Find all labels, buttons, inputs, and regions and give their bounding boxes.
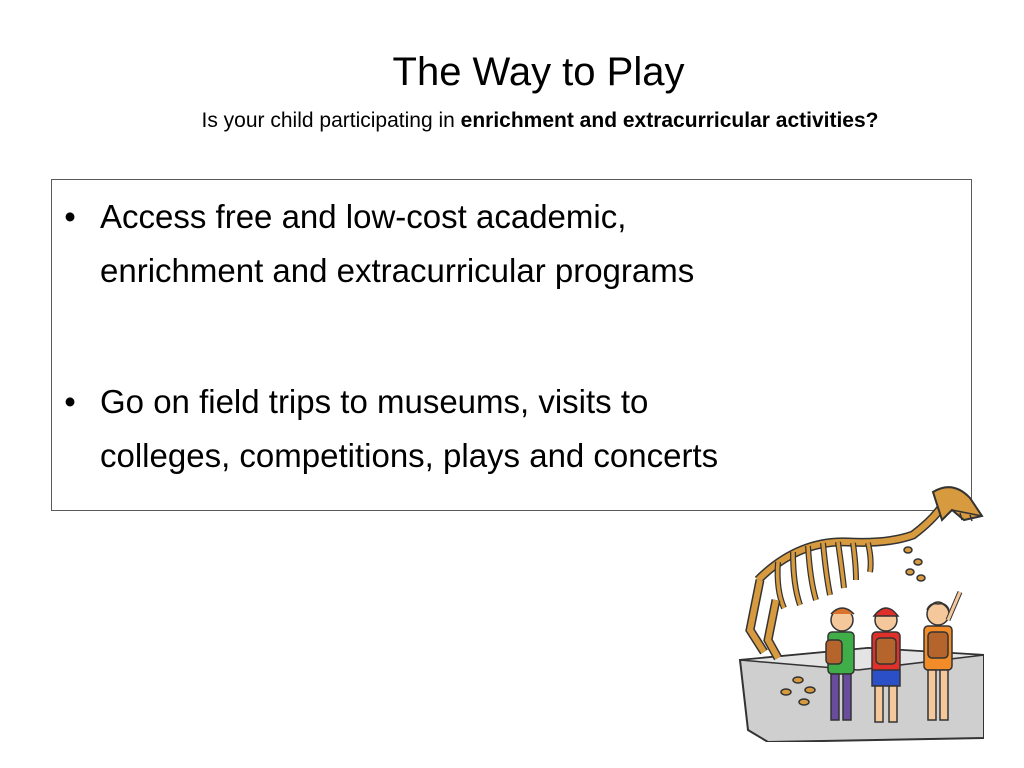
bullet-line: colleges, competitions, plays and concerts (100, 437, 719, 474)
bullet-line: enrichment and extracurricular programs (100, 252, 695, 289)
content-box (51, 179, 972, 511)
bullet-text (100, 190, 961, 298)
bullet-line: Go on field trips to museums, visits to (100, 383, 649, 420)
bullet-text (100, 375, 961, 483)
bullet-icon: • (64, 198, 76, 235)
museum-dinosaur-skeleton-children-icon (738, 480, 984, 742)
slide-subtitle (40, 106, 1024, 136)
slide-title: The Way to Play (392, 50, 685, 94)
bullet-line: Access free and low-cost academic, (100, 198, 627, 235)
bullet-icon: • (64, 383, 76, 420)
subtitle-text: Is your child participating in (201, 109, 461, 132)
subtitle-emphasis: enrichment and extracurricular activities? (460, 109, 879, 132)
